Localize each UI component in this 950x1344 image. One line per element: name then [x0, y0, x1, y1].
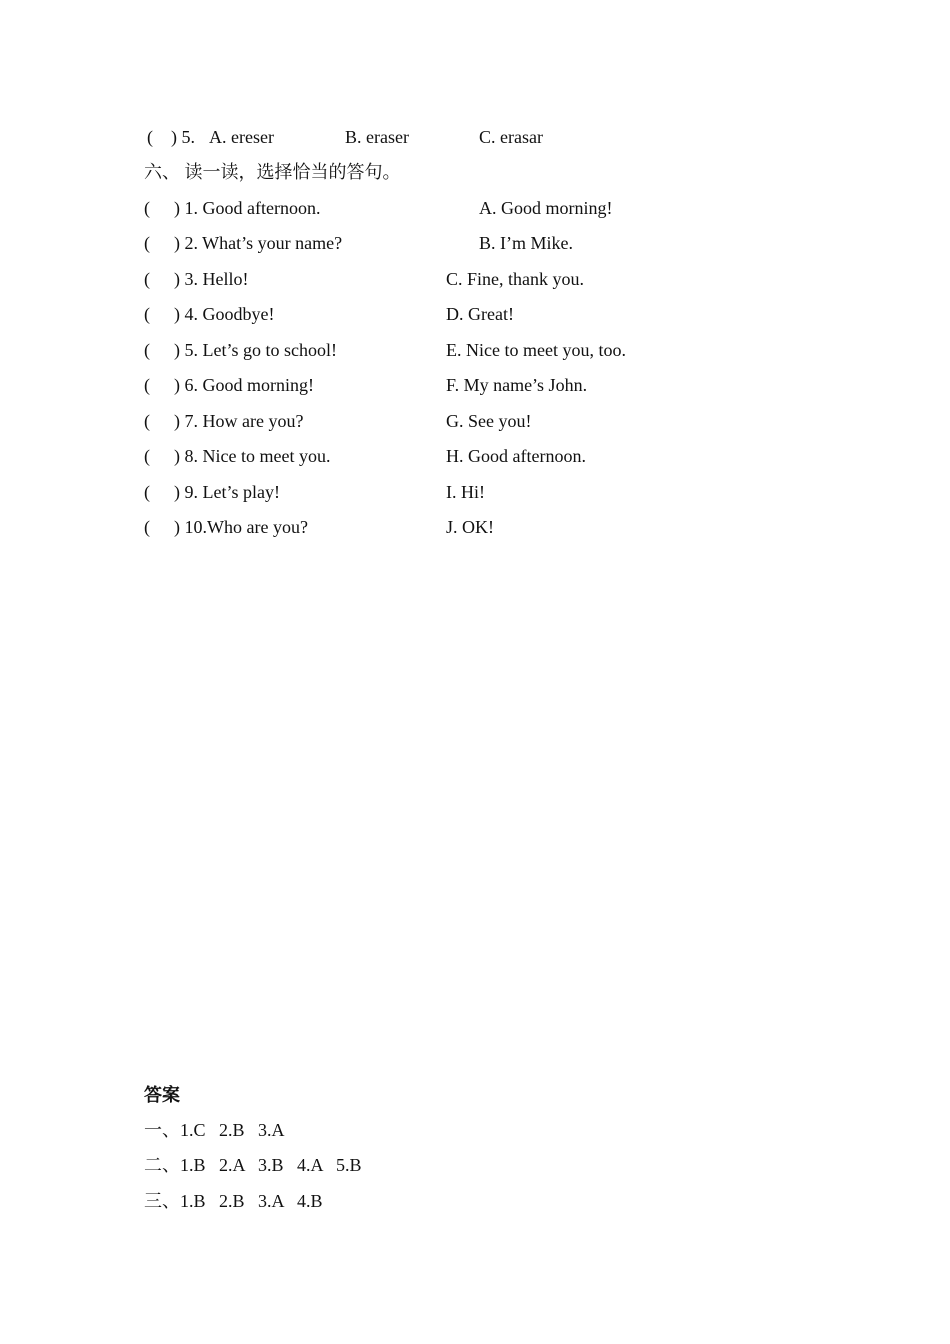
question-text: ) 1. Good afternoon.: [174, 198, 321, 218]
answer-option: D. Great!: [446, 304, 514, 324]
answer-line: 一、1.C 2.B 3.A: [144, 1120, 285, 1140]
question-text: ) 9. Let’s play!: [174, 482, 280, 502]
question-text: ) 10.Who are you?: [174, 517, 308, 537]
section6-heading: 六、 读一读，选择恰当的答句。: [144, 162, 401, 182]
answer-bracket: (: [144, 517, 150, 537]
question-text: ) 8. Nice to meet you.: [174, 446, 331, 466]
answer-bracket: (: [144, 304, 150, 324]
answers-title: 答案: [144, 1085, 180, 1105]
answer-option: F. My name’s John.: [446, 375, 588, 395]
answer-bracket: (: [144, 233, 150, 253]
answer-option: C. Fine, thank you.: [446, 269, 584, 289]
answer-bracket: (: [144, 340, 150, 360]
q5-option-c: C. erasar: [479, 127, 543, 147]
q5-option-a: A. ereser: [209, 127, 274, 147]
answer-bracket: (: [144, 411, 150, 431]
answer-bracket: (: [144, 446, 150, 466]
answer-bracket: (: [144, 198, 150, 218]
question-text: ) 6. Good morning!: [174, 375, 314, 395]
q5-prefix: ( ) 5.: [147, 127, 195, 147]
answer-option: A. Good morning!: [479, 198, 613, 218]
answer-option: B. I’m Mike.: [479, 233, 573, 253]
answer-line: 三、1.B 2.B 3.A 4.B: [144, 1191, 323, 1211]
answer-option: E. Nice to meet you, too.: [446, 340, 626, 360]
question-text: ) 4. Goodbye!: [174, 304, 275, 324]
answer-option: G. See you!: [446, 411, 532, 431]
answer-bracket: (: [144, 269, 150, 289]
answer-option: I. Hi!: [446, 482, 485, 502]
question-text: ) 5. Let’s go to school!: [174, 340, 337, 360]
q5-option-b: B. eraser: [345, 127, 409, 147]
answer-option: J. OK!: [446, 517, 494, 537]
question-text: ) 2. What’s your name?: [174, 233, 343, 253]
answer-bracket: (: [144, 375, 150, 395]
answer-line: 二、1.B 2.A 3.B 4.A 5.B: [144, 1155, 362, 1175]
question-text: ) 7. How are you?: [174, 411, 304, 431]
answer-option: H. Good afternoon.: [446, 446, 586, 466]
answer-bracket: (: [144, 482, 150, 502]
question-text: ) 3. Hello!: [174, 269, 249, 289]
